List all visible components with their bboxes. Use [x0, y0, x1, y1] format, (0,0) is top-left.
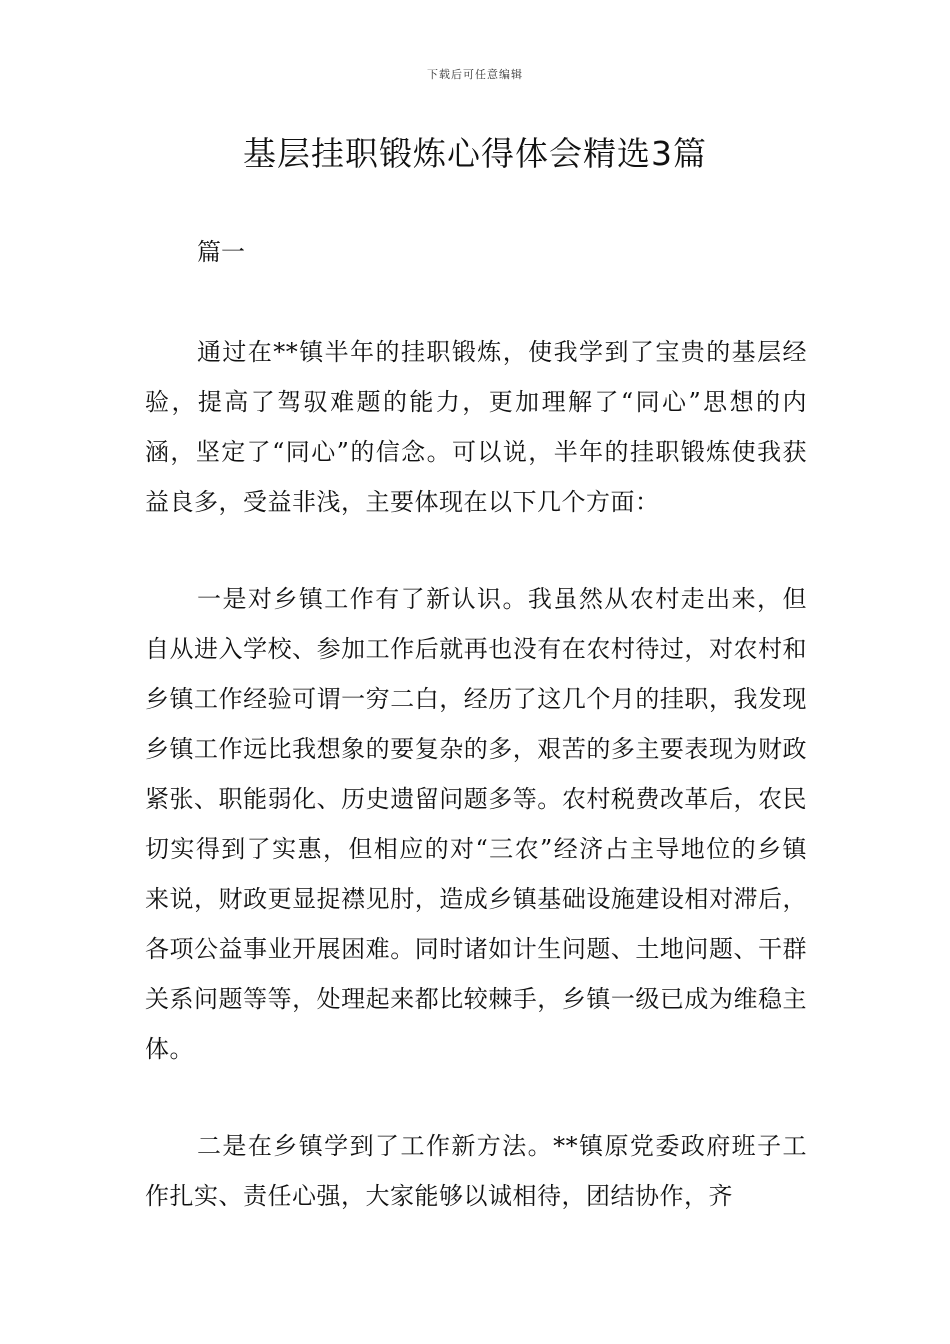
document-title: 基层挂职锻炼心得体会精选3篇	[243, 134, 707, 173]
section-label: 篇一	[197, 238, 245, 266]
page-header-note: 下载后可任意编辑	[427, 68, 523, 81]
body-paragraph: 通过在**镇半年的挂职锻炼，使我学到了宝贵的基层经验，提高了驾驭难题的能力，更加理解了“同心”思想的内涵，坚定了“同心”的信念。可以说，半年的挂职锻炼使我获益良多，受益非浅，主要体现在以下几个方面：	[145, 338, 807, 516]
body-paragraph: 一是对乡镇工作有了新认识。我虽然从农村走出来，但自从进入学校、参加工作后就再也没有在农村待过，对农村和乡镇工作经验可谓一穷二白，经历了这几个月的挂职，我发现乡镇工作远比我想象的要复杂的多，艰苦的多主要表现为财政紧张、职能弱化、历史遗留问题多等。农村税费改革后，农民切实得到了实惠，但相应的对“三农”经济占主导地位的乡镇来说，财政更显捉襟见肘，造成乡镇基础设施建设相对滞后，各项公益事业开展困难。同时诸如计生问题、土地问题、干群关系问题等等，处理起来都比较棘手，乡镇一级已成为维稳主体。	[145, 585, 807, 1063]
body-paragraph: 二是在乡镇学到了工作新方法。**镇原党委政府班子工作扎实、责任心强，大家能够以诚相待，团结协作，齐	[145, 1132, 807, 1210]
